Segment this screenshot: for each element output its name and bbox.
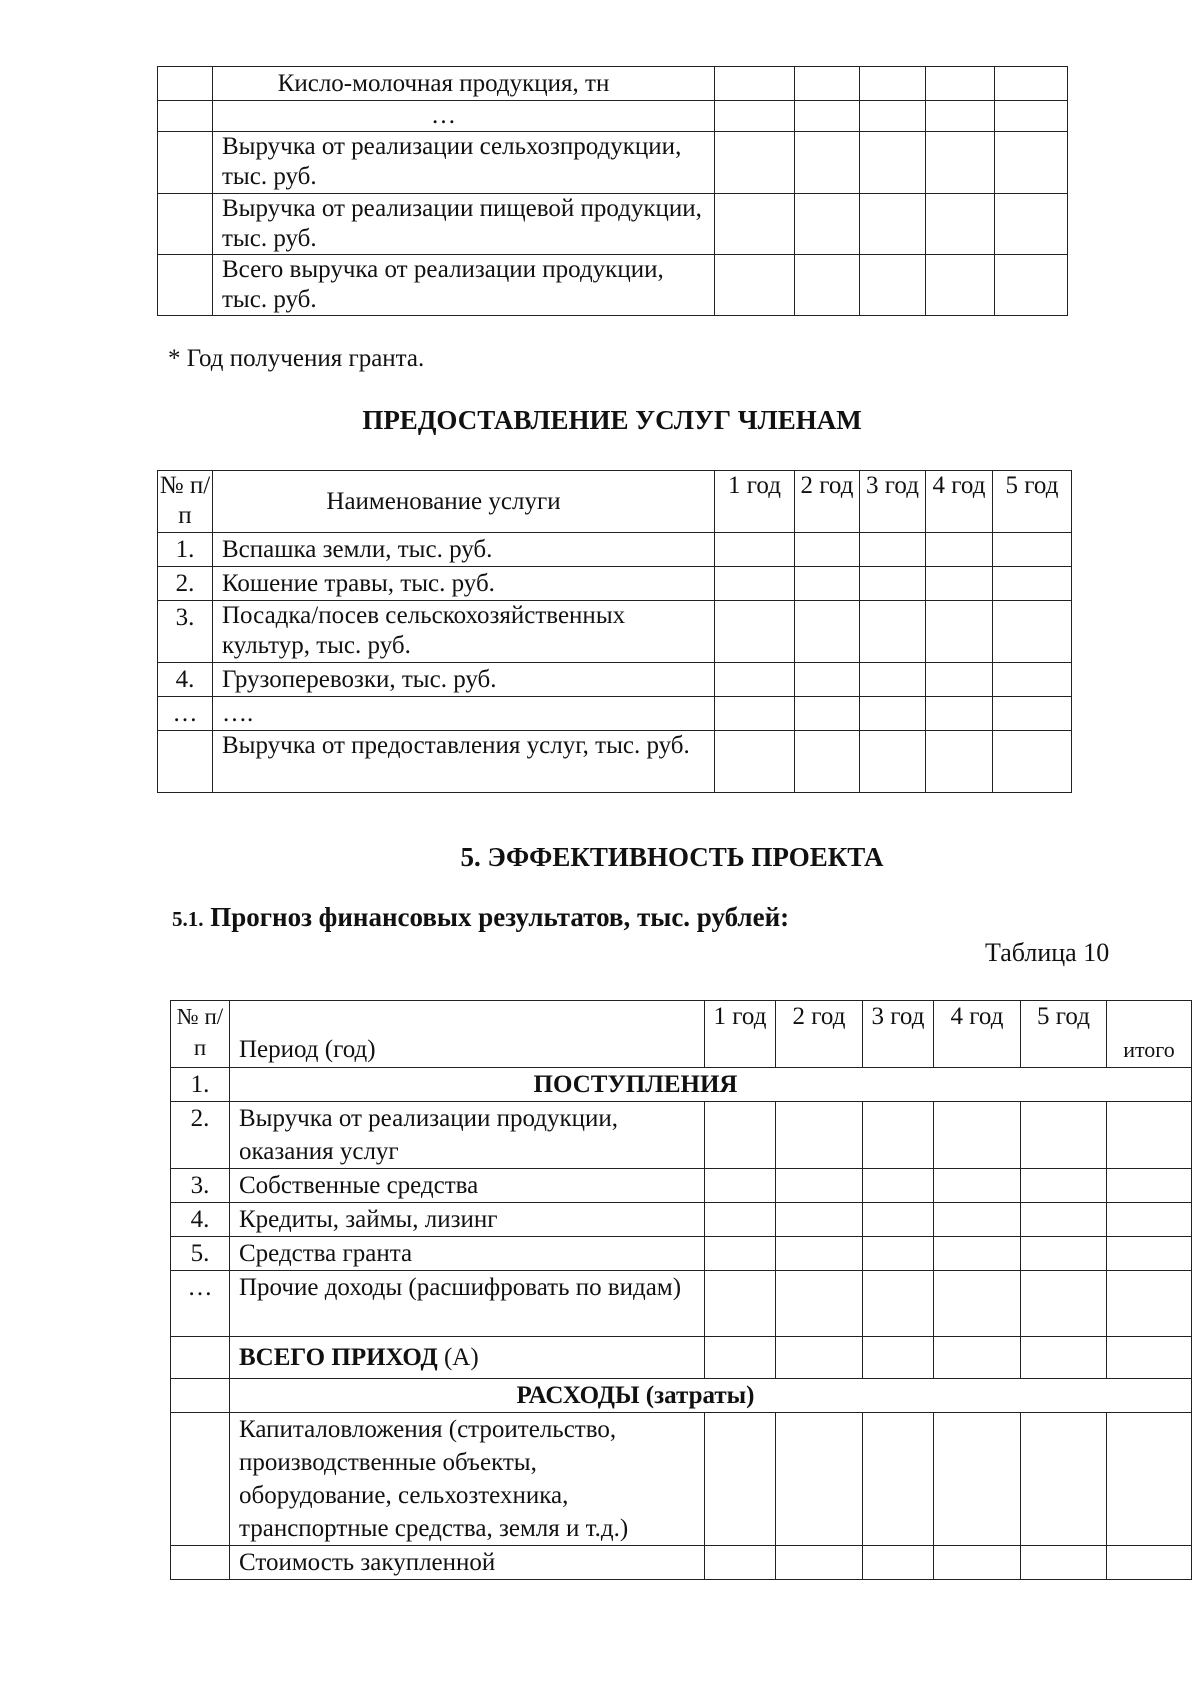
table-row bbox=[171, 1169, 1192, 1203]
table-row bbox=[171, 1413, 1192, 1546]
row-number: 5. bbox=[171, 1237, 230, 1271]
row-label: Грузоперевозки, тыс. руб. bbox=[213, 663, 715, 697]
row-label: Всего выручка от реализации продукции, тыс. руб. bbox=[213, 255, 715, 316]
table-row bbox=[158, 255, 1068, 316]
row-number: … bbox=[158, 697, 213, 731]
subheading-number: 5.1. bbox=[172, 907, 204, 931]
table-header-row bbox=[158, 471, 1072, 533]
year-3-header: 3 год bbox=[860, 471, 926, 533]
num-header: № п/п bbox=[158, 471, 213, 533]
section-5-heading: 5. ЭФФЕКТИВНОСТЬ ПРОЕКТА bbox=[460, 842, 884, 872]
row-label: Капиталовложения (строительство, производственные объекты, оборудование, сельхозтехника, транспортные средства, земля и т.д.) bbox=[230, 1413, 705, 1546]
row-label: Посадка/посев сельскохозяйственных культур, тыс. руб. bbox=[213, 601, 715, 663]
income-heading: ПОСТУПЛЕНИЯ bbox=[230, 1068, 1192, 1102]
row-label: Средства гранта bbox=[230, 1237, 705, 1271]
row-label: Вспашка земли, тыс. руб. bbox=[213, 533, 715, 567]
year-1-header: 1 год bbox=[715, 471, 795, 533]
row-number bbox=[158, 731, 213, 793]
table-row bbox=[158, 601, 1072, 663]
services-table bbox=[157, 470, 1072, 793]
row-label: …. bbox=[213, 697, 715, 731]
row-label: Выручка от реализации продукции, оказания услуг bbox=[230, 1102, 705, 1169]
table-row bbox=[158, 67, 1068, 101]
row-label: Кошение травы, тыс. руб. bbox=[213, 567, 715, 601]
table-row bbox=[171, 1102, 1192, 1169]
services-heading: ПРЕДОСТАВЛЕНИЕ УСЛУГ ЧЛЕНАМ bbox=[362, 405, 862, 435]
grant-year-footnote: * Год получения гранта. bbox=[168, 345, 425, 372]
year-4-header: 4 год bbox=[934, 1001, 1021, 1068]
row-label: Прочие доходы (расшифровать по видам) bbox=[230, 1271, 705, 1337]
table-row bbox=[171, 1546, 1192, 1580]
expenses-section-row bbox=[171, 1379, 1192, 1413]
year-5-header: 5 год bbox=[993, 471, 1072, 533]
row-number: 2. bbox=[171, 1102, 230, 1169]
row-label: Кредиты, займы, лизинг bbox=[230, 1203, 705, 1237]
row-number: 3. bbox=[158, 601, 213, 663]
total-header: итого bbox=[1107, 1001, 1192, 1068]
table-label: Таблица 10 bbox=[985, 938, 1110, 967]
row-label: Выручка от реализации пищевой продукции, тыс. руб. bbox=[213, 194, 715, 255]
row-label: Выручка от реализации сельхозпродукции, тыс. руб. bbox=[213, 132, 715, 194]
row-number: … bbox=[171, 1271, 230, 1337]
row-label: Выручка от предоставления услуг, тыс. руб. bbox=[213, 731, 715, 793]
finance-forecast-table bbox=[170, 1000, 1192, 1580]
year-1-header: 1 год bbox=[705, 1001, 776, 1068]
table-row bbox=[158, 101, 1068, 132]
row-label: Кисло-молочная продукция, тн bbox=[213, 67, 715, 101]
table-row bbox=[158, 132, 1068, 194]
row-label: Собственные средства bbox=[230, 1169, 705, 1203]
period-header: Период (год) bbox=[230, 1001, 705, 1068]
row-number: 4. bbox=[171, 1203, 230, 1237]
table-row bbox=[171, 1203, 1192, 1237]
row-number: 3. bbox=[171, 1169, 230, 1203]
year-2-header: 2 год bbox=[776, 1001, 863, 1068]
year-3-header: 3 год bbox=[863, 1001, 934, 1068]
table-row bbox=[158, 533, 1072, 567]
product-output-table bbox=[157, 66, 1068, 316]
year-2-header: 2 год bbox=[795, 471, 860, 533]
income-section-row bbox=[171, 1068, 1192, 1102]
year-5-header: 5 год bbox=[1021, 1001, 1107, 1068]
total-income-label: ВСЕГО ПРИХОД (А) bbox=[230, 1337, 705, 1379]
table-row bbox=[158, 731, 1072, 793]
table-row bbox=[171, 1237, 1192, 1271]
year-4-header: 4 год bbox=[926, 471, 993, 533]
row-number: 4. bbox=[158, 663, 213, 697]
table-row bbox=[171, 1271, 1192, 1337]
table-row bbox=[158, 697, 1072, 731]
table-row bbox=[158, 663, 1072, 697]
row-number: 2. bbox=[158, 567, 213, 601]
row-number: 1. bbox=[171, 1068, 230, 1102]
table-row bbox=[158, 567, 1072, 601]
num-header: № п/п bbox=[171, 1001, 230, 1068]
subheading-text: Прогноз финансовых результатов, тыс. рублей: bbox=[210, 902, 790, 932]
total-income-row bbox=[171, 1337, 1192, 1379]
service-name-header: Наименование услуги bbox=[213, 471, 715, 533]
row-label: … bbox=[213, 101, 715, 132]
table-header-row bbox=[171, 1001, 1192, 1068]
table-row bbox=[158, 194, 1068, 255]
subheading-5-1 bbox=[172, 902, 789, 933]
row-label: Стоимость закупленной bbox=[230, 1546, 705, 1580]
row-number: 1. bbox=[158, 533, 213, 567]
expenses-heading: РАСХОДЫ (затраты) bbox=[230, 1379, 1192, 1413]
